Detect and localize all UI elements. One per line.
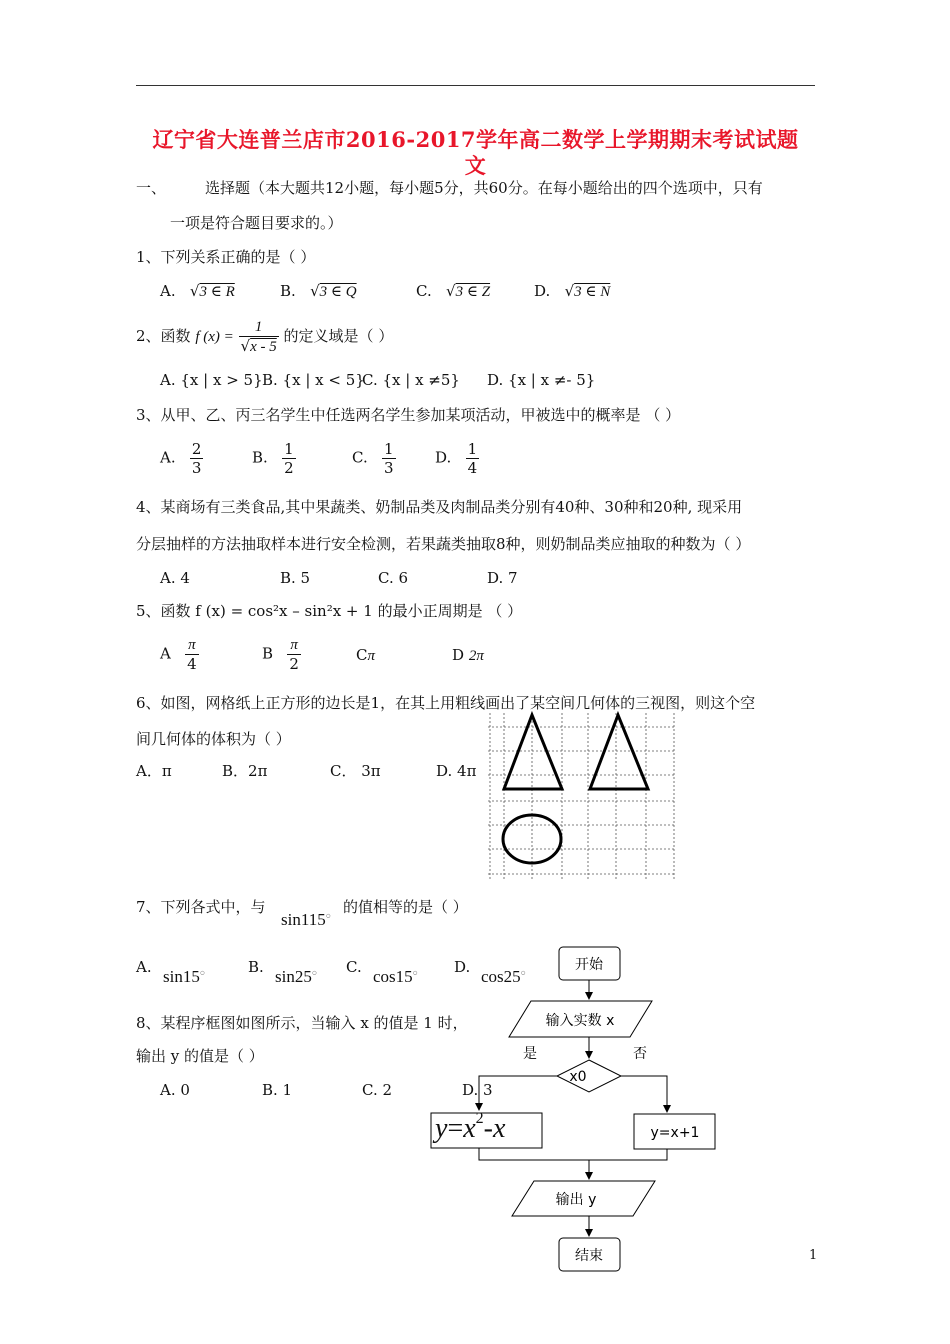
q6-option-d: D. 4π — [436, 762, 477, 780]
q7-c-expr: cos15 — [373, 967, 413, 986]
q2-fx: f (x) = — [195, 329, 234, 345]
degree-symbol: ○ — [412, 967, 419, 978]
q6-stem-1: 6、如图，网格纸上正方形的边长是1，在其上用粗线画出了某空间几何体的三视图，则这个空 — [136, 694, 756, 712]
q7-stem-post: 的值相等的是（ ） — [343, 898, 468, 916]
q5-stem: 5、函数 f (x) = cos²x – sin²x + 1 的最小正周期是 （ ） — [136, 602, 523, 620]
flow-output-label: 输出 y — [555, 1192, 597, 1208]
section-heading-cont: 一项是符合题目要求的。） — [170, 214, 343, 232]
flow-left-box-equation — [435, 1109, 506, 1145]
eq-y: y — [435, 1113, 448, 1144]
q5-d-value: 2π — [468, 648, 484, 664]
q5-a-den: 4 — [187, 655, 197, 673]
q1-stem: 1、下列关系正确的是（ ） — [136, 248, 316, 266]
doc-title-suffix: 文 — [464, 153, 487, 178]
sqrt-symbol: √ — [446, 282, 456, 300]
q3-c-den: 3 — [384, 459, 394, 477]
q4-option-d: D. 7 — [487, 569, 518, 587]
sqrt-symbol: √ — [310, 282, 320, 300]
q1-a-label: A. — [160, 282, 176, 300]
flow-decision — [557, 1060, 621, 1092]
doc-title: 辽宁省大连普兰店市2016-2017学年高二数学上学期期末考试试题 — [152, 127, 799, 152]
section-number: 一、 — [136, 179, 167, 197]
sqrt-symbol: √ — [564, 282, 575, 300]
q7-d-label: D. — [454, 958, 471, 976]
q3-d-num: 1 — [467, 440, 478, 458]
q1-b-label: B. — [280, 282, 296, 300]
degree-symbol: ○ — [199, 967, 206, 978]
q6-option-c: C． 3π — [330, 762, 381, 780]
q1-b-expr: 3 ∈ Q — [319, 284, 357, 300]
q8-option-c: C. 2 — [362, 1081, 393, 1099]
q3-c-num: 1 — [384, 440, 394, 458]
q8-stem-2: 输出 y 的值是（ ） — [136, 1047, 264, 1065]
flow-yes-label: 是 — [523, 1046, 537, 1062]
q1-c-expr: 3 ∈ Z — [455, 284, 491, 300]
q2-option-d: D. {x | x ≠- 5} — [487, 371, 596, 389]
q2-option-c: C. {x | x ≠5} — [362, 371, 460, 389]
q1-d-expr: 3 ∈ N — [574, 284, 611, 300]
flow-condition-label: x0 — [569, 1069, 587, 1085]
q2-option-b: B. {x | x < 5} — [262, 371, 365, 389]
q4-stem-1: 4、某商场有三类食品,其中果蔬类、奶制品类及肉制品类分别有40种、30种和20种, 现采用 — [136, 498, 743, 516]
q5-c-value: π — [367, 648, 375, 664]
q2-num: 1 — [254, 319, 263, 335]
q7-c-label: C. — [346, 958, 362, 976]
q7-b-label: B. — [248, 958, 264, 976]
q1-a-expr: 3 ∈ R — [199, 284, 235, 300]
q3-d-label: D. — [435, 448, 452, 467]
q2-den-expr: x - 5 — [250, 339, 277, 355]
q7-d-expr: cos25 — [481, 967, 521, 986]
q6-option-b: B．2π — [222, 762, 268, 780]
q7-a-expr: sin15 — [163, 967, 200, 986]
flow-input-label: 输入实数 x — [545, 1013, 615, 1029]
q3-d-den: 4 — [467, 459, 478, 477]
eq-x: x — [463, 1113, 476, 1144]
q5-b-den: 2 — [289, 655, 299, 673]
eq-minus: - — [483, 1113, 493, 1144]
sqrt-symbol: √ — [189, 282, 200, 300]
degree-symbol: ○ — [311, 967, 318, 978]
degree-symbol: ○ — [520, 967, 527, 978]
q8-option-d: D. 3 — [462, 1081, 493, 1099]
q1-c-label: C. — [416, 282, 432, 300]
q7-stem-pre: 7、下列各式中，与 — [136, 898, 266, 916]
q5-a-num: π — [188, 637, 196, 653]
q4-stem-2: 分层抽样的方法抽取样本进行安全检测，若果蔬类抽取8种，则奶制品类应抽取的种数为（ ） — [136, 535, 751, 553]
q3-b-den: 2 — [284, 459, 294, 477]
q3-b-num: 1 — [284, 440, 294, 458]
q1-d-label: D. — [534, 282, 551, 300]
eq-equals: = — [447, 1113, 464, 1144]
q5-b-label: B — [262, 644, 274, 663]
page-number: 1 — [809, 1248, 818, 1263]
q5-c-label: C — [356, 646, 368, 664]
q5-d-label: D — [452, 646, 465, 664]
q6-option-a: A．π — [136, 762, 172, 780]
q4-option-c: C. 6 — [378, 569, 409, 587]
q8-stem-1: 8、某程序框图如图所示，当输入 x 的值是 1 时， — [136, 1014, 468, 1032]
q3-a-label: A. — [160, 448, 176, 467]
q7-expr-text: sin115 — [281, 910, 326, 929]
q2-option-a: A. {x | x > 5} — [160, 371, 263, 389]
degree-symbol: ○ — [325, 910, 332, 921]
flow-merge-line — [479, 1148, 667, 1160]
flow-right-box-label: y=x+1 — [650, 1125, 700, 1141]
flow-start-label: 开始 — [575, 957, 603, 973]
q7-b-expr: sin25 — [275, 967, 312, 986]
q2-stem-pre: 2、函数 — [136, 327, 191, 345]
flow-arrow-yes — [479, 1076, 557, 1110]
sqrt-symbol: √ — [240, 337, 251, 355]
flow-end-label: 结束 — [575, 1248, 603, 1264]
flow-no-label: 否 — [633, 1046, 647, 1062]
q3-c-label: C. — [352, 448, 368, 467]
section-heading: 选择题（本大题共12小题，每小题5分，共60分。在每小题给出的四个选项中，只有 — [205, 179, 763, 197]
q4-option-b: B. 5 — [280, 569, 311, 587]
q3-a-den: 3 — [191, 459, 202, 477]
q8-option-b: B. 1 — [262, 1081, 293, 1099]
q2-stem-post: 的定义域是（ ） — [283, 327, 394, 345]
q4-option-a: A. 4 — [160, 569, 190, 587]
q5-b-num: π — [290, 637, 298, 653]
flow-arrow-no — [621, 1076, 667, 1112]
q8-option-a: A. 0 — [160, 1081, 190, 1099]
q3-b-label: B. — [252, 448, 268, 467]
eq-exponent: 2 — [475, 1109, 484, 1127]
q7-a-label: A. — [136, 958, 152, 976]
q5-a-label: A — [160, 644, 171, 663]
q3-stem: 3、从甲、乙、丙三名学生中任选两名学生参加某项活动，甲被选中的概率是 （ ） — [136, 406, 681, 424]
eq-x2: x — [493, 1113, 506, 1144]
q6-stem-2: 间几何体的体积为（ ） — [136, 730, 291, 748]
q3-a-num: 2 — [191, 440, 202, 458]
